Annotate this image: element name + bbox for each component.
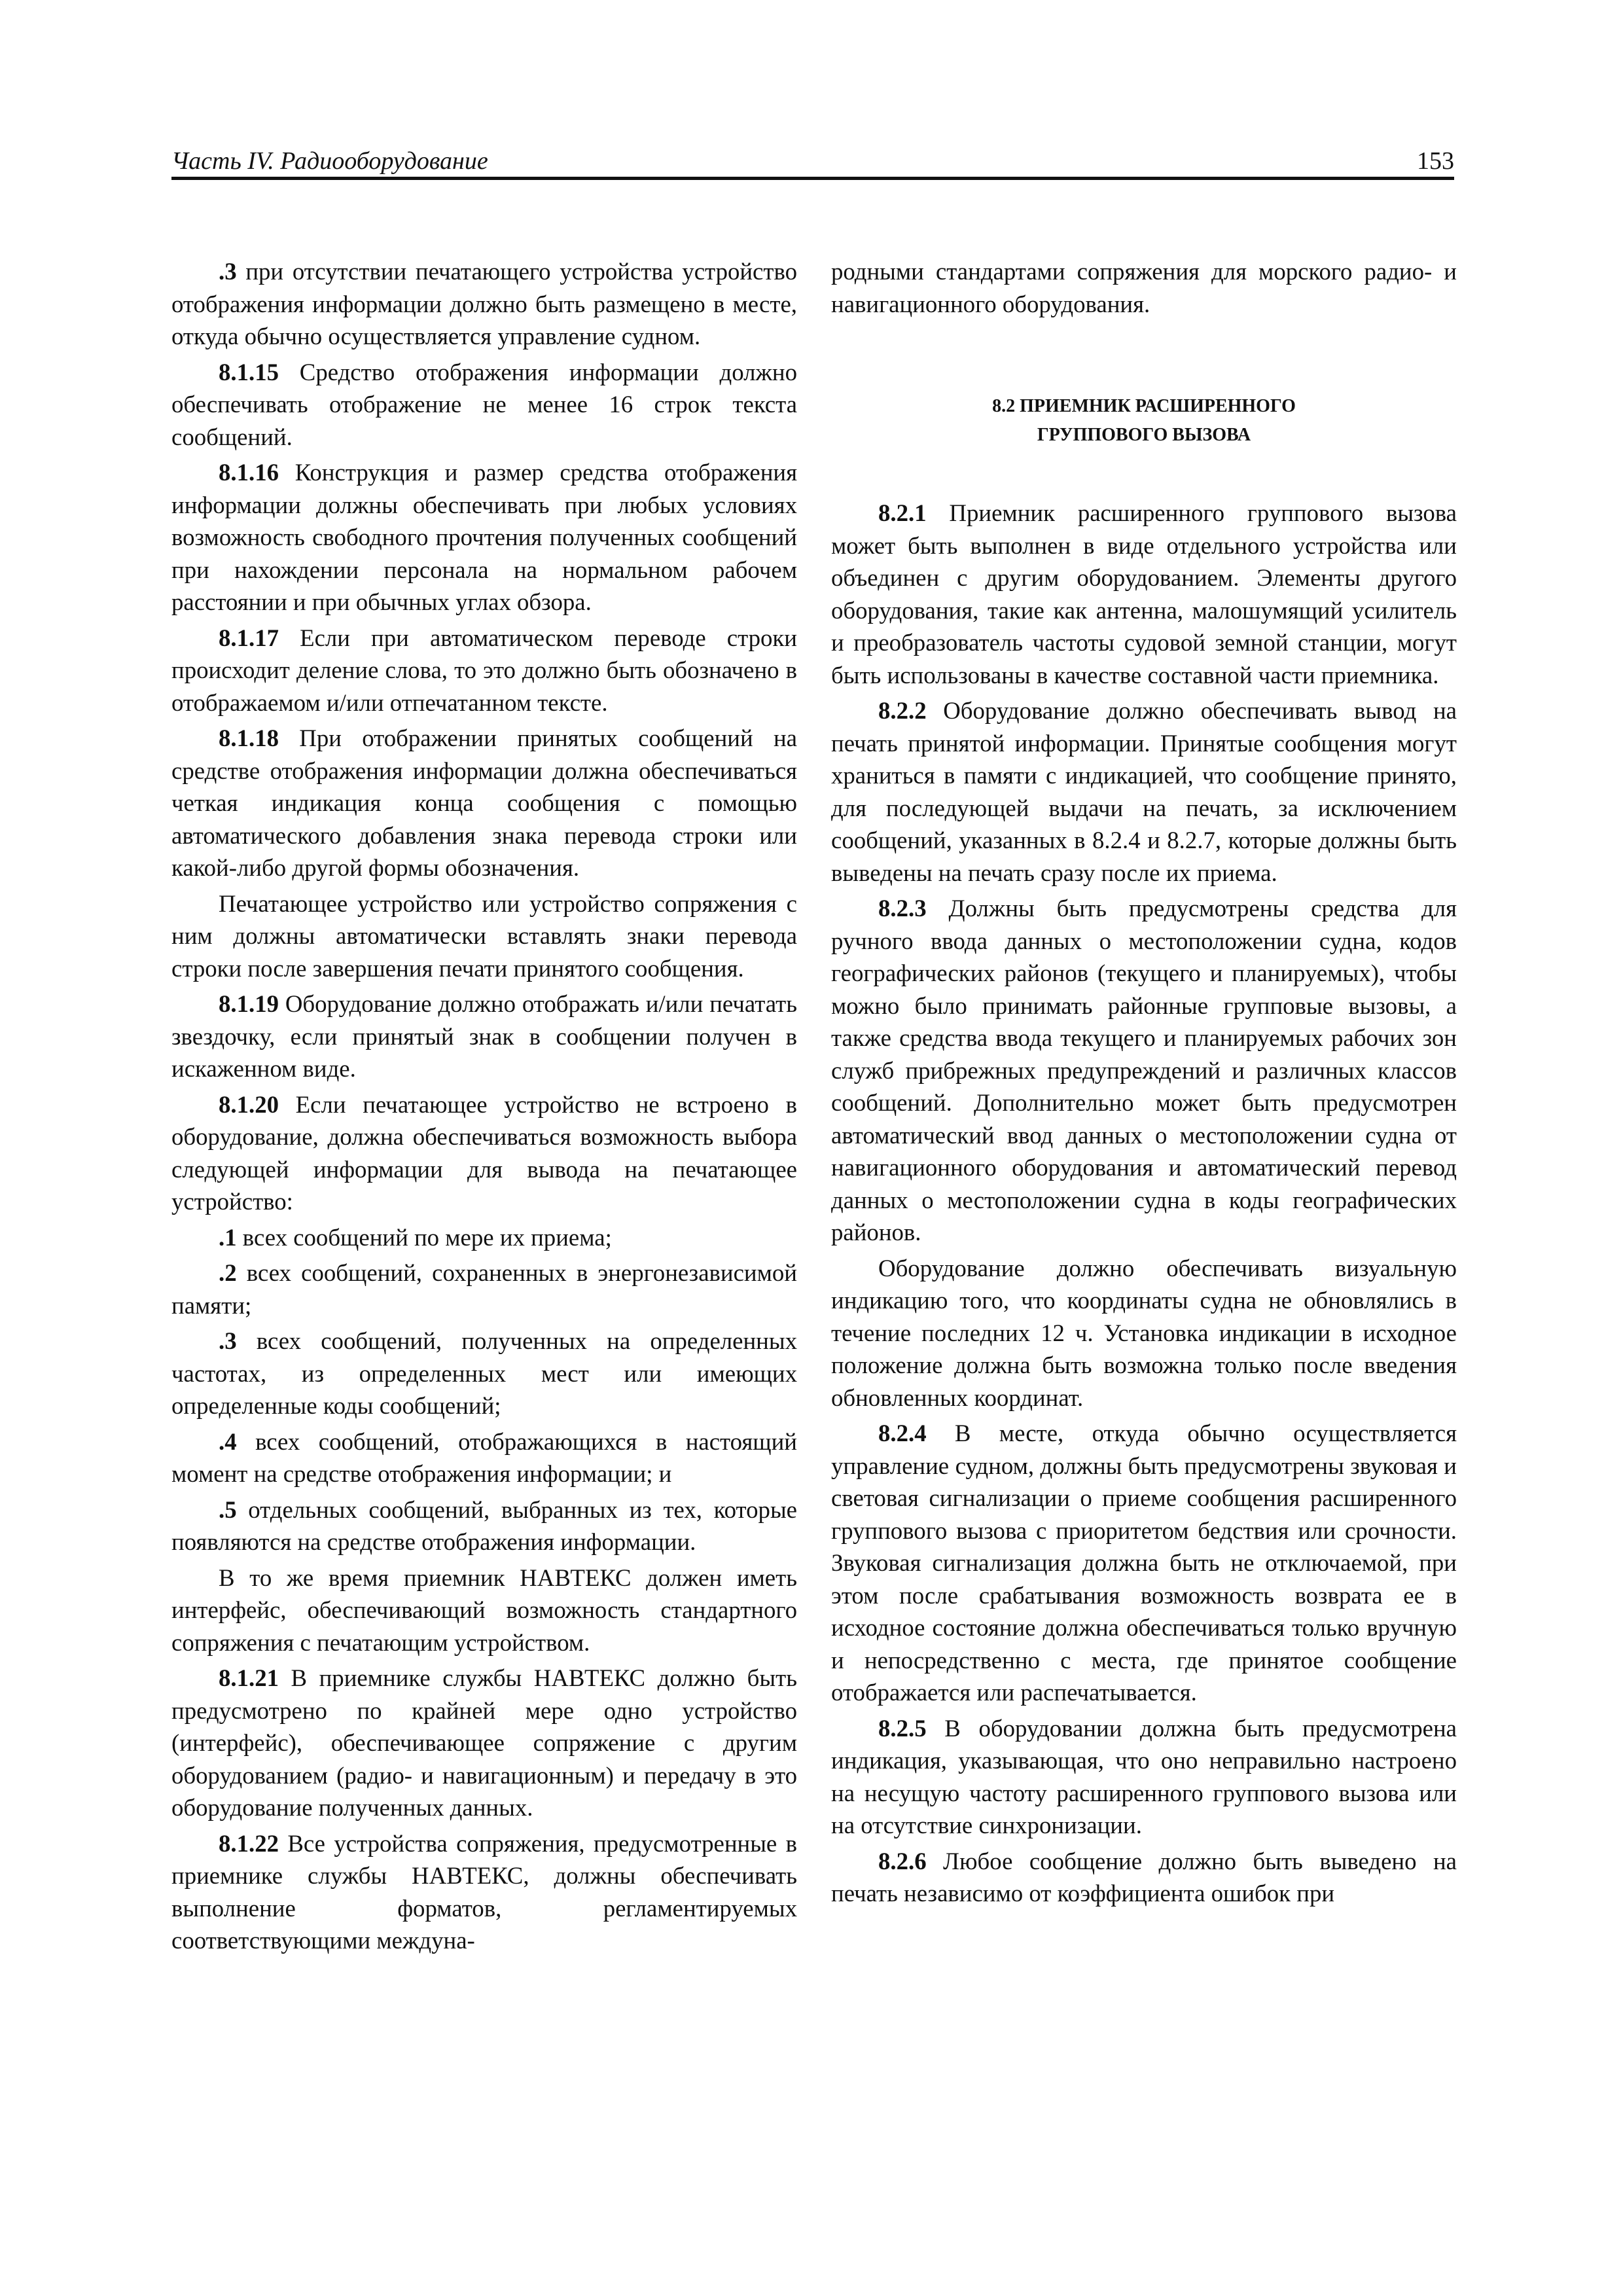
list-item (171, 1221, 797, 1254)
list-item (171, 1494, 797, 1558)
paragraph-text: Оборудование должно обеспечивать вывод на печать принятой информации. Принятые сообщения могут храниться в памяти с индикацией, что сообщение принято, для последующей выдачи на печать, за исключением сообщений, указанных в 8.2.4 и 8.2.7, которые должны быть выведены на печать сразу после их приема. (831, 697, 1457, 886)
paragraph (171, 722, 797, 884)
clause-number: 8.1.21 (219, 1664, 279, 1691)
paragraph-text: всех сообщений по мере их приема; (236, 1223, 612, 1251)
section-heading (831, 392, 1457, 450)
clause-number: 8.1.15 (219, 358, 279, 386)
clause-number: 8.1.22 (219, 1829, 279, 1857)
clause-number: .4 (219, 1427, 237, 1455)
clause-number: .5 (219, 1496, 237, 1523)
paragraph (171, 1662, 797, 1824)
paragraph-text: Все устройства сопряжения, предусмотренные в приемнике службы НАВТЕКС, должны обеспечивать выполнение форматов, регламентируемых соответствующими междуна- (171, 1829, 797, 1954)
paragraph-text: всех сообщений, отображающихся в настоящий момент на средстве отображения информации; и (171, 1427, 797, 1487)
paragraph-text: Конструкция и размер средства отображения информации должны обеспечивать при любых условиях возможность свободного прочтения полученных сообщений при нахождении персонала на нормальном рабочем расстоянии и при обычных углах обзора. (171, 459, 797, 615)
clause-number: 8.2.1 (878, 499, 927, 526)
paragraph-text: всех сообщений, сохраненных в энергонезависимой памяти; (171, 1259, 797, 1319)
paragraph-text: При отображении принятых сообщений на средстве отображения информации должна обеспечиваться четкая индикация конца сообщения с помощью автоматического добавления знака перевода строки или какой-либо другой формы обозначения. (171, 725, 797, 881)
paragraph (171, 622, 797, 719)
list-item (171, 1325, 797, 1422)
paragraph-text: всех сообщений, полученных на определенных частотах, из определенных мест или имеющих определенные коды сообщений; (171, 1327, 797, 1419)
paragraph (171, 888, 797, 985)
clause-number: 8.1.18 (219, 725, 279, 751)
paragraph (171, 988, 797, 1085)
clause-number: 8.2.6 (878, 1847, 927, 1874)
paragraph-text: Печатающее устройство или устройство сопряжения с ним должны автоматически вставлять знаки перевода строки после завершения печати принятого сообщения. (171, 889, 797, 982)
paragraph (831, 892, 1457, 1249)
clause-number: .1 (219, 1223, 237, 1251)
paragraph (171, 255, 797, 353)
paragraph-text: Средство отображения информации должно обеспечивать отображение не менее 16 строк текста сообщений. (171, 358, 797, 450)
clause-number: 8.1.19 (219, 990, 279, 1017)
paragraph (831, 694, 1457, 889)
section-heading-line: 8.2 ПРИЕМНИК РАСШИРЕННОГО (992, 396, 1296, 416)
paragraph-text: В приемнике службы НАВТЕКС должно быть предусмотрено по крайней мере одно устройство (интерфейс), обеспечивающее сопряжение с другим оборудованием (радио- и навигационным) и передачу в это оборудование полученных данных. (171, 1664, 797, 1821)
clause-number: 8.2.3 (878, 895, 927, 922)
paragraph (171, 356, 797, 454)
paragraph (171, 1562, 797, 1659)
paragraph-text: Должны быть предусмотрены средства для ручного ввода данных о местоположении судна, кодов географических районов (текущего и планируемых), чтобы можно было принимать районные групповые вызовы, а также средства ввода текущего и планируемых рабочих зон служб прибрежных предупреждений и различных классов сообщений. Дополнительно может быть предусмотрен автоматический ввод данных о местоположении судна от навигационного оборудования и автоматический перевод данных о местоположении судна в коды географических районов. (831, 895, 1457, 1246)
clause-number: 8.1.16 (219, 459, 279, 486)
paragraph-text: Оборудование должно отображать и/или печатать звездочку, если принятый знак в сообщении получен в искаженном виде. (171, 990, 797, 1082)
paragraph-text: Любое сообщение должно быть выведено на печать независимо от коэффициента ошибок при (831, 1847, 1457, 1907)
paragraph-text: В оборудовании должна быть предусмотрена индикация, указывающая, что оно неправильно настроено на несущую частоту расширенного группового вызова или на отсутствие синхронизации. (831, 1714, 1457, 1839)
clause-number: 8.2.5 (878, 1714, 927, 1742)
paragraph (171, 1827, 797, 1957)
paragraph-text: Приемник расширенного группового вызова может быть выполнен в виде отдельного устройства или объединен с другим оборудованием. Элементы другого оборудования, такие как антенна, малошумящий усилитель и преобразователь частоты судовой земной станции, могут быть использованы в качестве составной части приемника. (831, 499, 1457, 689)
paragraph (831, 497, 1457, 691)
clause-number: 8.1.17 (219, 624, 279, 651)
running-header-title: Часть IV. Радиооборудование (171, 147, 488, 175)
paragraph-text: отдельных сообщений, выбранных из тех, которые появляются на средстве отображения информации. (171, 1496, 797, 1555)
list-item (171, 1257, 797, 1321)
clause-number: .2 (219, 1259, 237, 1286)
paragraph (831, 1417, 1457, 1709)
page-header (171, 139, 1454, 178)
clause-number: 8.2.2 (878, 697, 927, 724)
paragraph (831, 1252, 1457, 1414)
left-column (171, 255, 797, 1960)
paragraph-text: Если печатающее устройство не встроено в оборудование, должна обеспечиваться возможность выбора следующей информации для вывода на печатающее устройство: (171, 1090, 797, 1215)
paragraph-text: В месте, откуда обычно осуществляется управление судном, должны быть предусмотрены звуковая и световая сигнализации о приеме сообщения расширенного группового вызова с приоритетом бедствия или срочности. Звуковая сигнализация должна быть не отключаемой, при этом после срабатывания возможность возврата ее в исходное состояние должна обеспечиваться только вручную и непосредственно с места, где принятое сообщение отображается или распечатывается. (831, 1420, 1457, 1706)
paragraph (831, 1712, 1457, 1842)
page-number: 153 (1417, 147, 1454, 175)
continuation-paragraph: родными стандартами сопряжения для морского радио- и навигационного оборудования. (831, 258, 1457, 317)
header-rule (171, 177, 1454, 180)
clause-number: .3 (219, 1327, 237, 1354)
paragraph (171, 1088, 797, 1218)
clause-number: .3 (219, 258, 237, 285)
paragraph-text: Если при автоматическом переводе строки происходит деление слова, то это должно быть обозначено в отображаемом и/или отпечатанном тексте. (171, 624, 797, 716)
paragraph (831, 1845, 1457, 1910)
clause-number: 8.2.4 (878, 1420, 927, 1446)
paragraph (171, 456, 797, 619)
clause-number: 8.1.20 (219, 1090, 279, 1118)
paragraph-text: В то же время приемник НАВТЕКС должен иметь интерфейс, обеспечивающий возможность стандартного сопряжения с печатающим устройством. (171, 1564, 797, 1656)
paragraph-text: при отсутствии печатающего устройства устройство отображения информации должно быть размещено в месте, откуда обычно осуществляется управление судном. (171, 258, 797, 350)
section-heading-line: ГРУППОВОГО ВЫЗОВА (1037, 425, 1251, 445)
paragraph-text: Оборудование должно обеспечивать визуальную индикацию того, что координаты судна не обновлялись в течение последних 12 ч. Установка индикации в исходное положение должна быть возможна только после введения обновленных координат. (831, 1254, 1457, 1411)
right-column (831, 255, 1457, 1913)
list-item (171, 1426, 797, 1490)
